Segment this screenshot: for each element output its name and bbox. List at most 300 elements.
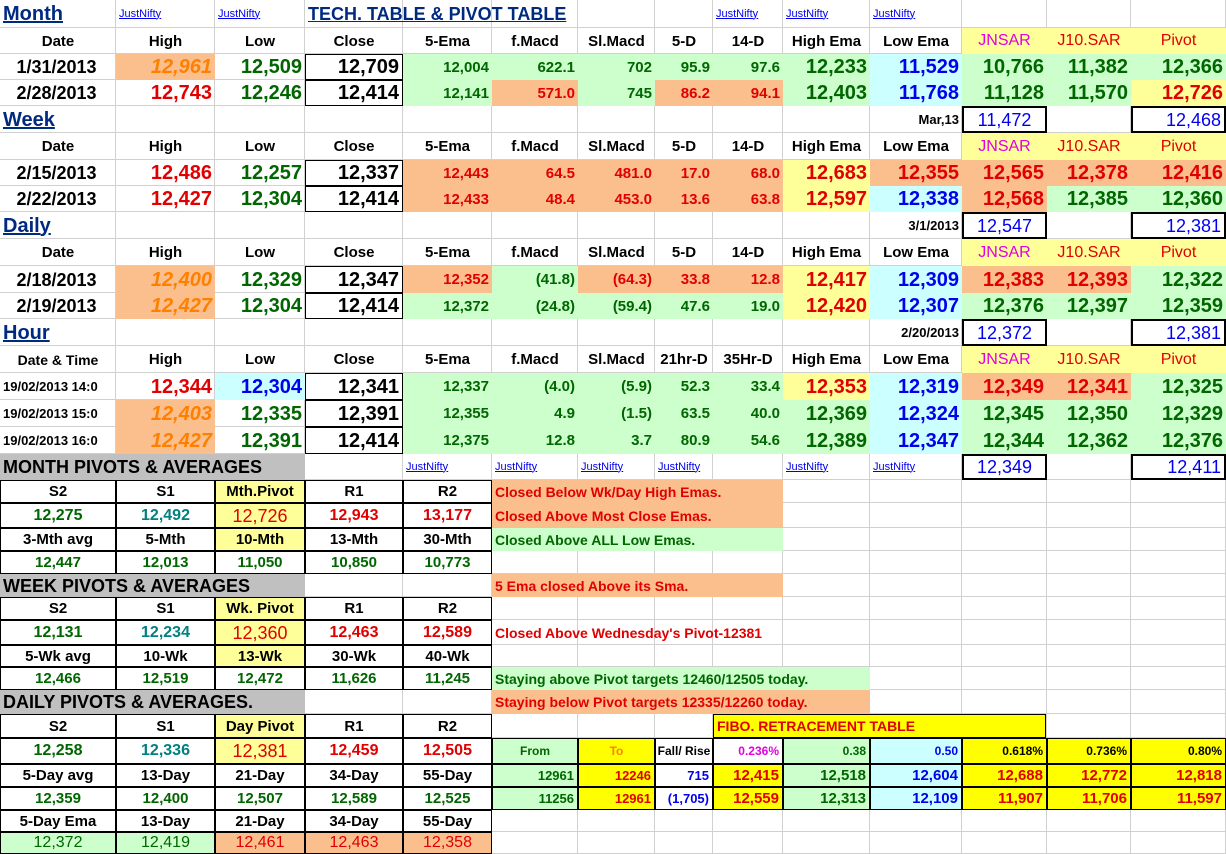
- fibo-cell: 11,597: [1131, 787, 1226, 810]
- fibo-cell: 12,313: [783, 787, 870, 810]
- justnifty-link[interactable]: JustNifty: [218, 7, 261, 20]
- grid-cell: [1047, 319, 1131, 346]
- pivot-h1-1: S1: [116, 480, 215, 503]
- cell-slmacd: (1.5): [578, 400, 655, 427]
- grid-cell: [1047, 480, 1131, 503]
- column-header-pivot: Pivot: [1131, 346, 1226, 373]
- column-header-slmacd: Sl.Macd: [588, 351, 645, 368]
- pivot-v1-3: 12,463: [305, 620, 403, 645]
- fibo-cell: 12,604: [870, 764, 962, 787]
- column-header-jnsar: JNSAR: [962, 346, 1047, 373]
- grid-cell: [1131, 0, 1226, 28]
- grid-cell: [870, 528, 962, 551]
- column-header-ema5: 5-Ema: [424, 32, 471, 50]
- cell-j10sar: 12,378: [1047, 160, 1131, 186]
- column-header-ema5: 5-Ema: [424, 351, 471, 368]
- grid-cell: [1047, 620, 1131, 645]
- column-header-close: Close: [333, 32, 375, 50]
- grid-cell: [116, 212, 215, 239]
- grid-cell: [1131, 714, 1226, 738]
- cell-d14: 12.8: [713, 266, 783, 293]
- cell-d5: 33.8: [655, 266, 713, 293]
- grid-cell: [305, 574, 403, 597]
- column-header-high: High: [148, 138, 183, 155]
- grid-cell: [783, 106, 870, 133]
- cell-d14: 68.0: [713, 160, 783, 186]
- grid-cell: [713, 319, 783, 346]
- cell-d5: 63.5: [655, 400, 713, 427]
- pivot-v2-3: 11,626: [305, 667, 403, 690]
- cell-pivot: 12,360: [1131, 186, 1226, 212]
- pivot-v2-0: 12,447: [0, 551, 116, 574]
- cell-d14: 97.6: [713, 54, 783, 80]
- grid-cell: [492, 810, 578, 832]
- justnifty-link[interactable]: JustNifty: [786, 460, 829, 473]
- column-header-d5: 5-D: [671, 138, 697, 155]
- fibo-cell: 12,109: [870, 787, 962, 810]
- cell-highema: 12,369: [783, 400, 870, 427]
- cell-high: 12,427: [116, 293, 215, 319]
- column-header-date: Date: [41, 138, 75, 155]
- pivot-h3-0: 5-Day Ema: [0, 810, 116, 832]
- grid-cell: [783, 574, 870, 597]
- grid-cell: [870, 832, 962, 854]
- grid-cell: [783, 319, 870, 346]
- next-pivot: 12,381: [1131, 319, 1226, 346]
- cell-pivot: 12,325: [1131, 373, 1226, 400]
- grid-cell: [962, 480, 1047, 503]
- cell-pivot: 12,416: [1131, 160, 1226, 186]
- column-header-pivot: Pivot: [1131, 239, 1226, 266]
- pivot-h2-2: 13-Wk: [215, 645, 305, 667]
- cell-lowema: 11,529: [870, 54, 962, 80]
- grid-cell: [962, 597, 1047, 620]
- grid-cell: [870, 810, 962, 832]
- column-header-ema5: 5-Ema: [424, 138, 471, 155]
- column-header-high: High: [148, 351, 183, 368]
- cell-fmacd: 48.4: [492, 186, 578, 212]
- grid-cell: [655, 319, 713, 346]
- fibo-header-1: To: [578, 738, 655, 764]
- next-period-label: 3/1/2013: [908, 218, 959, 233]
- pivot-v1-2: 12,726: [215, 503, 305, 528]
- fibo-header-8: 0.80%: [1131, 738, 1226, 764]
- column-header-lowema: Low Ema: [883, 244, 949, 261]
- grid-cell: [655, 597, 713, 620]
- cell-jnsar: 12,344: [962, 427, 1047, 454]
- cell-close: 12,709: [305, 54, 403, 80]
- pivot-h1-3: R1: [305, 714, 403, 738]
- pivot-h1-2: Wk. Pivot: [215, 597, 305, 620]
- column-header-lowema: Low Ema: [883, 32, 949, 50]
- column-header-close: Close: [333, 351, 375, 368]
- pivot-h2-2: 10-Mth: [215, 528, 305, 551]
- grid-cell: [870, 690, 962, 714]
- cell-jnsar: 11,128: [962, 80, 1047, 106]
- grid-cell: [578, 106, 655, 133]
- cell-low: 12,304: [240, 295, 302, 317]
- pivot-v1-1: 12,492: [116, 503, 215, 528]
- grid-cell: [870, 480, 962, 503]
- pivot-h1-0: S2: [0, 597, 116, 620]
- grid-cell: [1131, 690, 1226, 714]
- cell-date: 2/28/2013: [16, 83, 97, 103]
- grid-cell: [1047, 645, 1131, 667]
- pivot-v2-4: 12,525: [403, 787, 492, 810]
- cell-jnsar: 12,345: [962, 400, 1047, 427]
- grid-cell: [713, 832, 783, 854]
- grid-cell: [1047, 832, 1131, 854]
- fibo-header-5: 0.50: [870, 738, 962, 764]
- grid-cell: [962, 832, 1047, 854]
- grid-cell: [403, 106, 492, 133]
- cell-date: 2/15/2013: [16, 163, 97, 183]
- pivot-h2-1: 5-Mth: [116, 528, 215, 551]
- cell-high: 12,400: [116, 266, 215, 293]
- pivot-h1-0: S2: [0, 714, 116, 738]
- daily-pivots-title: DAILY PIVOTS & AVERAGES.: [0, 690, 305, 714]
- grid-cell: [305, 454, 403, 480]
- grid-cell: [1047, 106, 1131, 133]
- cell-lowema: 12,338: [870, 186, 962, 212]
- fibo-header-3: 0.236%: [713, 738, 783, 764]
- justnifty-link[interactable]: JustNifty: [658, 460, 701, 473]
- cell-j10sar: 11,382: [1047, 54, 1131, 80]
- next-pivot: 12,381: [1131, 212, 1226, 239]
- justnifty-link[interactable]: JustNifty: [581, 460, 624, 473]
- grid-cell: [578, 832, 655, 854]
- cell-close: 12,414: [305, 427, 403, 454]
- section-daily-title: Daily: [3, 214, 51, 237]
- cell-high: 12,427: [116, 427, 215, 454]
- grid-cell: [1131, 503, 1226, 528]
- grid-cell: [215, 106, 305, 133]
- column-header-fmacd: f.Macd: [511, 351, 559, 368]
- fibo-cell: 12961: [578, 787, 655, 810]
- fibo-cell: 11,706: [1047, 787, 1131, 810]
- cell-date: 19/02/2013 15:0: [3, 406, 98, 421]
- pivot-h1-3: R1: [305, 480, 403, 503]
- note-text: Closed Below Wk/Day High Emas.: [492, 480, 783, 503]
- pivot-v1-2: 12,360: [215, 620, 305, 645]
- column-header-fmacd: f.Macd: [511, 244, 559, 261]
- cell-ema5: 12,004: [403, 54, 492, 80]
- cell-low: 12,246: [240, 82, 302, 104]
- justnifty-link[interactable]: JustNifty: [786, 7, 829, 20]
- pivot-h2-4: 40-Wk: [403, 645, 492, 667]
- grid-cell: [870, 667, 962, 690]
- pivot-h2-1: 13-Day: [116, 764, 215, 787]
- cell-high: 12,486: [150, 162, 212, 184]
- grid-cell: [1047, 454, 1131, 480]
- grid-cell: [655, 212, 713, 239]
- grid-cell: [1131, 597, 1226, 620]
- cell-d14: 63.8: [713, 186, 783, 212]
- cell-j10sar: 11,570: [1047, 80, 1131, 106]
- note-text: Staying below Pivot targets 12335/12260 today.: [492, 690, 870, 714]
- grid-cell: [962, 528, 1047, 551]
- grid-cell: [116, 319, 215, 346]
- cell-slmacd: (64.3): [578, 266, 655, 293]
- grid-cell: [783, 551, 870, 574]
- grid-cell: [1131, 551, 1226, 574]
- grid-cell: [1047, 810, 1131, 832]
- cell-ema5: 12,433: [403, 186, 492, 212]
- pivot-v1-0: 12,258: [0, 738, 116, 764]
- pivot-h2-0: 5-Day avg: [0, 764, 116, 787]
- grid-cell: [1047, 503, 1131, 528]
- cell-low: 12,304: [215, 373, 305, 400]
- fibo-cell: 12,688: [962, 764, 1047, 787]
- cell-highema: 12,417: [783, 266, 870, 293]
- cell-low: 12,329: [240, 268, 302, 291]
- pivot-h1-4: R2: [403, 597, 492, 620]
- column-header-highema: High Ema: [791, 32, 862, 50]
- cell-lowema: 12,307: [870, 293, 962, 319]
- grid-cell: [783, 503, 870, 528]
- grid-cell: [870, 597, 962, 620]
- pivot-h1-2: Mth.Pivot: [215, 480, 305, 503]
- fibo-cell: 12961: [492, 764, 578, 787]
- grid-cell: [578, 212, 655, 239]
- grid-cell: [783, 480, 870, 503]
- grid-cell: [305, 319, 403, 346]
- column-header-low: Low: [245, 32, 275, 50]
- column-header-close: Close: [333, 138, 375, 155]
- justnifty-link[interactable]: JustNifty: [119, 7, 162, 20]
- grid-cell: [870, 551, 962, 574]
- pivot-v2-1: 12,519: [116, 667, 215, 690]
- pivot-v2-2: 11,050: [215, 551, 305, 574]
- pivot-v2-0: 12,359: [0, 787, 116, 810]
- cell-d14: 54.6: [713, 427, 783, 454]
- column-header-ema5: 5-Ema: [424, 244, 471, 261]
- fibo-header-7: 0.736%: [1047, 738, 1131, 764]
- cell-pivot: 12,366: [1131, 54, 1226, 80]
- month-pivots-title: MONTH PIVOTS & AVERAGES: [0, 454, 305, 480]
- pivot-h2-2: 21-Day: [215, 764, 305, 787]
- fibo-cell: 12,518: [783, 764, 870, 787]
- pivot-v1-0: 12,131: [0, 620, 116, 645]
- cell-lowema: 12,324: [870, 400, 962, 427]
- grid-cell: [713, 454, 783, 480]
- cell-date: 1/31/2013: [16, 57, 97, 77]
- grid-cell: [305, 690, 403, 714]
- cell-highema: 12,403: [783, 80, 870, 106]
- cell-highema: 12,597: [783, 186, 870, 212]
- note-text: Staying above Pivot targets 12460/12505 today.: [492, 667, 870, 690]
- grid-cell: [962, 574, 1047, 597]
- next-period-label: 2/20/2013: [901, 325, 959, 340]
- pivot-h1-4: R2: [403, 714, 492, 738]
- cell-lowema: 11,768: [870, 80, 962, 106]
- cell-slmacd: 481.0: [578, 160, 655, 186]
- cell-d5: 17.0: [655, 160, 713, 186]
- justnifty-link[interactable]: JustNifty: [495, 460, 538, 473]
- cell-d5: 86.2: [655, 80, 713, 106]
- cell-jnsar: 12,349: [962, 373, 1047, 400]
- grid-cell: [492, 551, 578, 574]
- cell-ema5: 12,372: [403, 293, 492, 319]
- grid-cell: [1047, 667, 1131, 690]
- column-header-date_time: Date & Time: [17, 351, 99, 368]
- pivot-h2-4: 30-Mth: [403, 528, 492, 551]
- pivot-h2-1: 10-Wk: [116, 645, 215, 667]
- pivot-v3-3: 12,463: [305, 832, 403, 854]
- cell-highema: 12,420: [783, 293, 870, 319]
- fibo-cell: 11256: [492, 787, 578, 810]
- grid-cell: [578, 810, 655, 832]
- justnifty-link[interactable]: JustNifty: [716, 7, 759, 20]
- column-header-close: Close: [333, 244, 375, 261]
- column-header-d14: 14-D: [731, 138, 765, 155]
- column-header-jnsar: JNSAR: [962, 239, 1047, 266]
- pivot-v2-2: 12,507: [215, 787, 305, 810]
- grid-cell: [1131, 480, 1226, 503]
- column-header-lowema: Low Ema: [883, 138, 949, 155]
- column-header-j10sar: J10.SAR: [1047, 133, 1131, 160]
- cell-d5: 95.9: [655, 54, 713, 80]
- column-header-lowema: Low Ema: [883, 351, 949, 368]
- grid-cell: [962, 551, 1047, 574]
- column-header-high: High: [148, 244, 183, 261]
- pivot-h3-1: 13-Day: [116, 810, 215, 832]
- grid-cell: [655, 0, 713, 28]
- cell-pivot: 12,329: [1131, 400, 1226, 427]
- cell-slmacd: 3.7: [578, 427, 655, 454]
- grid-cell: [1131, 574, 1226, 597]
- cell-j10sar: 12,393: [1047, 266, 1131, 293]
- grid-cell: [655, 645, 713, 667]
- column-header-fmacd: f.Macd: [511, 32, 559, 50]
- cell-slmacd: (59.4): [578, 293, 655, 319]
- cell-d14: 33.4: [713, 373, 783, 400]
- justnifty-link[interactable]: JustNifty: [873, 7, 916, 20]
- grid-cell: [783, 212, 870, 239]
- pivot-v1-1: 12,234: [116, 620, 215, 645]
- grid-cell: [962, 645, 1047, 667]
- column-header-d21hr: 21hr-D: [660, 351, 708, 368]
- fibo-cell: 12,772: [1047, 764, 1131, 787]
- pivot-v1-0: 12,275: [0, 503, 116, 528]
- week-pivots-title: WEEK PIVOTS & AVERAGES: [0, 574, 305, 597]
- cell-close: 12,414: [305, 293, 403, 319]
- pivot-h3-2: 21-Day: [215, 810, 305, 832]
- cell-low: 12,304: [240, 188, 302, 210]
- cell-pivot: 12,726: [1131, 80, 1226, 106]
- grid-cell: [492, 832, 578, 854]
- justnifty-link[interactable]: JustNifty: [873, 460, 916, 473]
- pivot-v3-2: 12,461: [215, 832, 305, 854]
- cell-highema: 12,353: [783, 373, 870, 400]
- cell-lowema: 12,309: [870, 266, 962, 293]
- cell-low: 12,509: [240, 56, 302, 78]
- grid-cell: [870, 645, 962, 667]
- pivot-v2-4: 10,773: [403, 551, 492, 574]
- fibo-header-0: From: [492, 738, 578, 764]
- pivot-v3-0: 12,372: [0, 832, 116, 854]
- grid-cell: [1131, 832, 1226, 854]
- grid-cell: [578, 319, 655, 346]
- pivot-h1-1: S1: [116, 597, 215, 620]
- column-header-d5: 5-D: [671, 32, 697, 50]
- column-header-low: Low: [245, 138, 275, 155]
- pivot-h1-3: R1: [305, 597, 403, 620]
- grid-cell: [403, 574, 492, 597]
- grid-cell: [870, 574, 962, 597]
- pivot-v2-3: 10,850: [305, 551, 403, 574]
- pivot-h1-4: R2: [403, 480, 492, 503]
- cell-pivot: 12,359: [1131, 293, 1226, 319]
- cell-ema5: 12,352: [403, 266, 492, 293]
- pivot-v2-4: 11,245: [403, 667, 492, 690]
- grid-cell: [1131, 528, 1226, 551]
- cell-pivot: 12,322: [1131, 266, 1226, 293]
- column-header-low: Low: [245, 244, 275, 261]
- grid-cell: [713, 551, 783, 574]
- cell-high: 12,427: [150, 188, 212, 210]
- cell-date: 2/19/2013: [16, 296, 97, 316]
- cell-fmacd: 571.0: [492, 80, 578, 106]
- next-pivot: 12,411: [1131, 454, 1226, 480]
- cell-highema: 12,389: [783, 427, 870, 454]
- cell-d5: 13.6: [655, 186, 713, 212]
- cell-close: 12,414: [305, 80, 403, 106]
- cell-lowema: 12,347: [870, 427, 962, 454]
- cell-close: 12,337: [305, 160, 403, 186]
- cell-d5: 80.9: [655, 427, 713, 454]
- fibo-header-4: 0.38: [783, 738, 870, 764]
- pivot-v2-2: 12,472: [215, 667, 305, 690]
- pivot-v1-1: 12,336: [116, 738, 215, 764]
- pivot-h1-0: S2: [0, 480, 116, 503]
- cell-close: 12,391: [305, 400, 403, 427]
- cell-ema5: 12,443: [403, 160, 492, 186]
- section-week-title: Week: [3, 108, 55, 131]
- grid-cell: [492, 106, 578, 133]
- pivot-h2-3: 13-Mth: [305, 528, 403, 551]
- pivot-h2-3: 34-Day: [305, 764, 403, 787]
- cell-fmacd: (24.8): [492, 293, 578, 319]
- cell-d14: 94.1: [713, 80, 783, 106]
- column-header-j10sar: J10.SAR: [1047, 28, 1131, 54]
- grid-cell: [713, 106, 783, 133]
- cell-low: 12,391: [240, 429, 302, 452]
- pivot-v3-1: 12,419: [116, 832, 215, 854]
- pivot-v1-4: 12,589: [403, 620, 492, 645]
- grid-cell: [962, 810, 1047, 832]
- column-header-highema: High Ema: [791, 351, 862, 368]
- fibo-cell: 11,907: [962, 787, 1047, 810]
- pivot-h3-3: 34-Day: [305, 810, 403, 832]
- cell-d14: 40.0: [713, 400, 783, 427]
- cell-close: 12,347: [305, 266, 403, 293]
- grid-cell: [492, 319, 578, 346]
- column-header-j10sar: J10.SAR: [1047, 239, 1131, 266]
- fibo-header-2: Fall/ Rise: [655, 738, 713, 764]
- fibo-title: FIBO. RETRACEMENT TABLE: [713, 714, 1046, 738]
- grid-cell: [215, 212, 305, 239]
- next-pivot: 12,468: [1131, 106, 1226, 133]
- section-month-title: Month: [3, 3, 63, 25]
- cell-highema: 12,233: [783, 54, 870, 80]
- pivot-h2-0: 5-Wk avg: [0, 645, 116, 667]
- grid-cell: [783, 810, 870, 832]
- justnifty-link[interactable]: JustNifty: [406, 460, 449, 473]
- column-header-slmacd: Sl.Macd: [588, 138, 645, 155]
- cell-highema: 12,683: [783, 160, 870, 186]
- cell-slmacd: (5.9): [578, 373, 655, 400]
